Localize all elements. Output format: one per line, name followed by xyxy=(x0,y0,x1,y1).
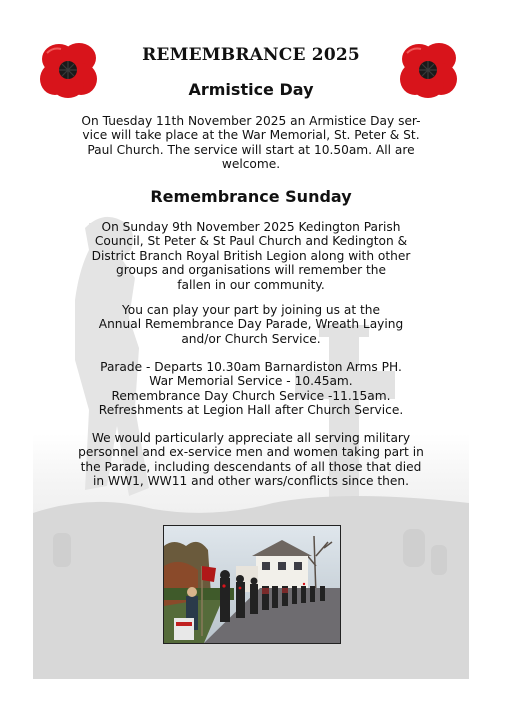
schedule-line: War Memorial Service - 10.45am. xyxy=(149,374,353,389)
text-line: District Branch Royal British Legion along with other xyxy=(91,248,411,263)
schedule-line: Parade - Departs 10.30am Barnardiston Arms PH. xyxy=(100,360,402,374)
text-line: Council, St Peter & St Paul Church and Kedington & xyxy=(94,234,408,249)
schedule-paragraph xyxy=(55,360,447,418)
remembrance-sunday-heading: Remembrance Sunday xyxy=(150,187,352,206)
parade-photo xyxy=(163,525,341,644)
text-line: Paul Church. The service will start at 10.50am. All are xyxy=(87,142,415,157)
poster-page xyxy=(33,33,469,679)
armistice-paragraph xyxy=(55,114,447,172)
armistice-heading: Armistice Day xyxy=(188,80,314,99)
text-line: groups and organisations will remember the xyxy=(116,263,386,278)
text-line: fallen in our community. xyxy=(177,277,325,292)
text-line: in WW1, WW11 and other wars/conflicts since then. xyxy=(93,474,409,489)
sunday-paragraph-4 xyxy=(55,431,447,489)
schedule-line: Refreshments at Legion Hall after Church Service. xyxy=(98,403,404,418)
text-line: vice will take place at the War Memorial, St. Peter & St. xyxy=(82,128,420,143)
text-line: On Tuesday 11th November 2025 an Armistice Day ser- xyxy=(81,114,421,128)
text-line: the Parade, including descendants of all those that died xyxy=(80,459,422,474)
text-line: You can play your part by joining us at the xyxy=(121,303,381,317)
text-line: We would particularly appreciate all serving military xyxy=(91,431,411,445)
text-line: and/or Church Service. xyxy=(181,331,321,346)
schedule-line: Remembrance Day Church Service -11.15am. xyxy=(111,388,391,403)
text-line: On Sunday 9th November 2025 Kedington Parish xyxy=(101,220,401,234)
sunday-paragraph-2 xyxy=(55,303,447,346)
text-line: personnel and ex-service men and women taking part in xyxy=(78,445,424,460)
text-line: Annual Remembrance Day Parade, Wreath Laying xyxy=(98,317,404,332)
text-line: welcome. xyxy=(221,157,281,172)
page-title: REMEMBRANCE 2025 xyxy=(142,45,360,65)
sunday-paragraph-1 xyxy=(55,220,447,292)
